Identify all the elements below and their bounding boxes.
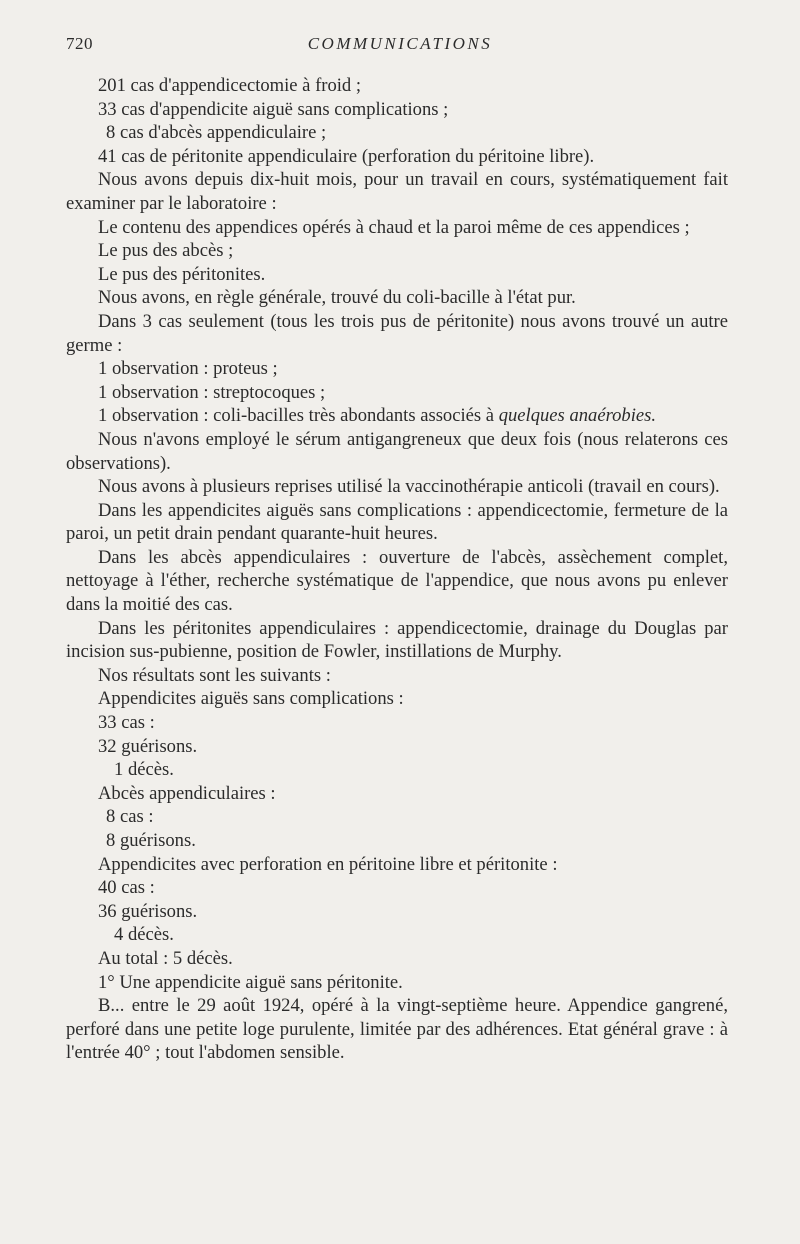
page-number: 720 <box>66 34 93 53</box>
case-count-line: 41 cas de péritonite appendiculaire (perforation du péritoine libre). <box>98 145 595 167</box>
body-text <box>66 74 728 1065</box>
paragraph: Nous n'avons employé le sérum antigangreneux que deux fois (nous relaterons ces observations). <box>66 428 728 474</box>
paragraph: Nous avons depuis dix-huit mois, pour un travail en cours, systématiquement fait examiner par le laboratoire : <box>66 169 728 214</box>
results-line: 36 guérisons. <box>98 900 198 922</box>
observation-text: 1 observation : coli-bacilles très abondants associés à <box>98 405 495 427</box>
results-heading: Nos résultats sont les suivants : <box>98 664 331 686</box>
observation-line <box>66 404 728 428</box>
observation-line: 1 observation : streptocoques ; <box>98 381 326 403</box>
paragraph: Le pus des abcès ; <box>98 240 234 262</box>
results-total: Au total : 5 décès. <box>98 947 233 969</box>
results-line: 8 cas : <box>106 806 154 828</box>
results-line: 32 guérisons. <box>98 735 198 757</box>
paragraph: Dans les abcès appendiculaires : ouverture de l'abcès, assèchement complet, nettoyage à l'éther, recherche systématique de l'appendice, que nous avons pu enlever dans la moitié des cas. <box>66 546 728 616</box>
results-line: 8 guérisons. <box>106 830 196 851</box>
results-line: 40 cas : <box>98 877 155 899</box>
paragraph: Nous avons, en règle générale, trouvé du coli-bacille à l'état pur. <box>98 287 576 309</box>
case-count-line: 8 cas d'abcès appendiculaire ; <box>106 122 327 144</box>
results-category: Appendicites aiguës sans complications : <box>98 688 404 710</box>
paragraph: Dans les péritonites appendiculaires : appendicectomie, drainage du Douglas par incision sus-pubienne, position de Fowler, instillations de Murphy. <box>66 617 728 663</box>
paragraph: Le contenu des appendices opérés à chaud et la paroi même de ces appendices ; <box>98 216 690 238</box>
case-description: B... entre le 29 août 1924, opéré à la vingt-septième heure. Appendice gangrené, perforé dans une petite loge purulente, limitée par des adhérences. Etat général grave : à l'entrée 40° ; tout l'abdomen sensible. <box>66 995 728 1064</box>
case-count-line: 201 cas d'appendicectomie à froid ; <box>98 75 362 96</box>
paragraph: Le pus des péritonites. <box>98 263 266 285</box>
results-category: Appendicites avec perforation en péritoine libre et péritonite : <box>98 853 558 875</box>
case-heading: 1° Une appendicite aiguë sans péritonite. <box>98 971 403 993</box>
results-line: 4 décès. <box>114 924 174 946</box>
results-line: 33 cas : <box>98 712 155 734</box>
results-category: Abcès appendiculaires : <box>98 782 276 804</box>
results-line: 1 décès. <box>114 759 174 781</box>
observation-line: 1 observation : proteus ; <box>98 358 278 380</box>
paragraph: Nous avons à plusieurs reprises utilisé la vaccinothérapie anticoli (travail en cours). <box>98 476 720 498</box>
paragraph: Dans les appendicites aiguës sans complications : appendicectomie, fermeture de la paroi, un petit drain pendant quarante-huit heures. <box>66 499 728 545</box>
case-count-line: 33 cas d'appendicite aiguë sans complications ; <box>98 98 449 120</box>
page-header <box>0 34 800 60</box>
running-title: COMMUNICATIONS <box>307 34 493 53</box>
paragraph: Dans 3 cas seulement (tous les trois pus de péritonite) nous avons trouvé un autre germe : <box>66 310 728 356</box>
observation-italic: quelques anaérobies. <box>498 405 657 427</box>
